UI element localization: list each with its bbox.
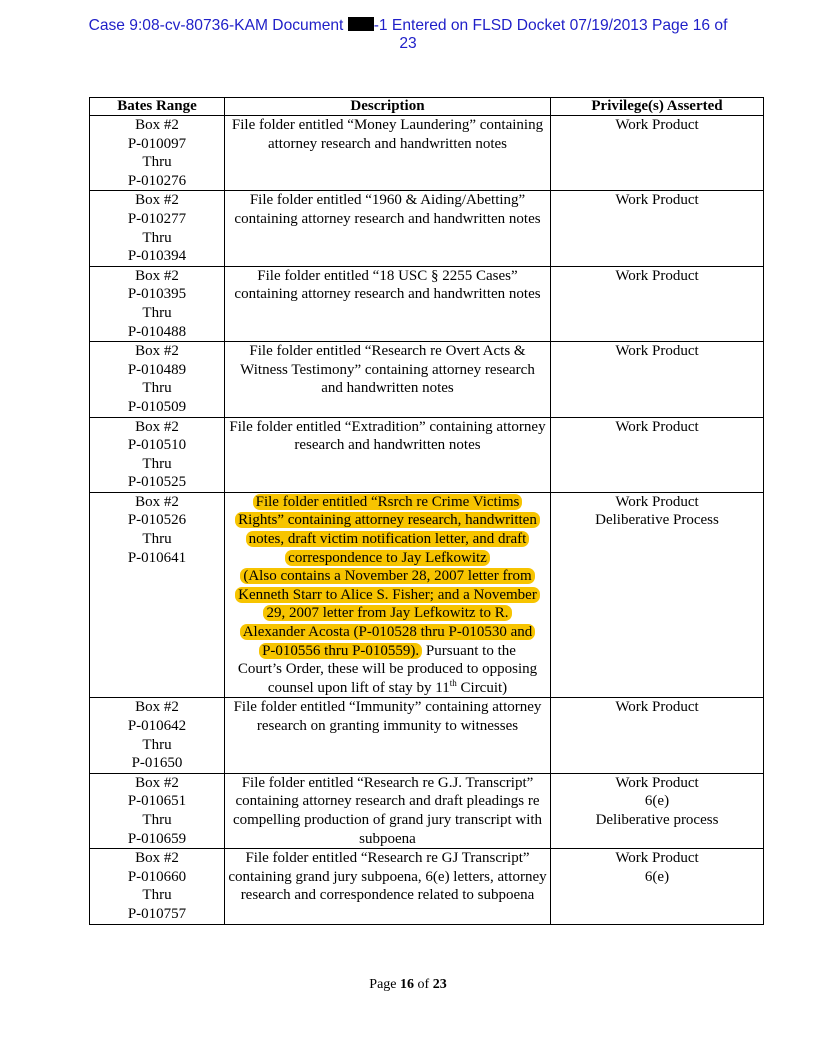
description-cell: File folder entitled “Immunity” containing attorney research on granting immunity to witnesses: [225, 698, 551, 773]
privilege-cell: Work Product: [551, 191, 764, 266]
privilege-cell: Work Product: [551, 266, 764, 341]
highlighted-text: Rights” containing attorney research, handwritten: [235, 512, 540, 528]
bates-range-cell: Box #2 P-010642 Thru P-01650: [90, 698, 225, 773]
description-cell: File folder entitled “Rsrch re Crime Victims Rights” containing attorney research, handwritten notes, draft victim notification letter, and draft correspondence to Jay Lefkowitz (Also contains a November 28, 2007 letter from Kenneth Starr to Alice S. Fisher; and a November 29, 2007 letter from Jay Lefkowitz to R. Alexander Acosta (P-010528 thru P-010530 and P-010556 thru P-010559). Pursuant to the Court’s Order, these will be produced to opposing counsel upon lift of stay by 11th Circuit): [225, 492, 551, 698]
privilege-cell: Work Product: [551, 698, 764, 773]
description-cell: File folder entitled “1960 & Aiding/Abetting” containing attorney research and handwritten notes: [225, 191, 551, 266]
table-row: [90, 773, 764, 848]
docket-header-line1: Case 9:08-cv-80736-KAM Document -1 Entered on FLSD Docket 07/19/2013 Page 16 of: [88, 17, 728, 34]
page-total: 23: [432, 977, 447, 992]
description-cell: File folder entitled “Extradition” containing attorney research and handwritten notes: [225, 417, 551, 492]
column-header-description: Description: [225, 98, 551, 116]
description-cell: File folder entitled “18 USC § 2255 Cases” containing attorney research and handwritten notes: [225, 266, 551, 341]
privilege-cell: Work Product 6(e) Deliberative process: [551, 773, 764, 848]
description-cell: File folder entitled “Research re GJ Transcript” containing grand jury subpoena, 6(e) letters, attorney research and correspondence related to subpoena: [225, 849, 551, 924]
highlighted-text: Alexander Acosta (P-010528 thru P-010530 and: [240, 624, 536, 640]
privilege-cell: Work Product 6(e): [551, 849, 764, 924]
privilege-cell: Work Product Deliberative Process: [551, 492, 764, 698]
bates-range-cell: Box #2 P-010651 Thru P-010659: [90, 773, 225, 848]
bates-range-cell: Box #2 P-010097 Thru P-010276: [90, 116, 225, 191]
description-cell: File folder entitled “Research re Overt Acts & Witness Testimony” containing attorney research and handwritten notes: [225, 342, 551, 417]
table-row: [90, 698, 764, 773]
highlighted-text: P-010556 thru P-010559).: [259, 643, 422, 659]
table-row: [90, 342, 764, 417]
column-header-privileges: Privilege(s) Asserted: [551, 98, 764, 116]
table-row: [90, 191, 764, 266]
highlighted-text: File folder entitled “Rsrch re Crime Victims: [253, 494, 523, 510]
bates-range-cell: Box #2 P-010660 Thru P-010757: [90, 849, 225, 924]
table-header-row: [90, 98, 764, 116]
docket-header-line2: 23: [399, 35, 417, 52]
table-row: [90, 266, 764, 341]
description-cell: File folder entitled “Research re G.J. Transcript” containing attorney research and draft pleadings re compelling production of grand jury transcript with subpoena: [225, 773, 551, 848]
table-row-highlighted: [90, 492, 764, 698]
privilege-log-table: [89, 97, 764, 925]
highlighted-text: notes, draft victim notification letter, and draft: [246, 531, 530, 547]
bates-range-cell: Box #2 P-010489 Thru P-010509: [90, 342, 225, 417]
table-row: [90, 417, 764, 492]
page-number: 16: [400, 977, 415, 992]
bates-range-cell: Box #2 P-010395 Thru P-010488: [90, 266, 225, 341]
bates-range-cell: Box #2 P-010526 Thru P-010641: [90, 492, 225, 698]
highlighted-text: correspondence to Jay Lefkowitz: [285, 550, 490, 566]
privilege-cell: Work Product: [551, 417, 764, 492]
page-footer: Page 16 of 23: [369, 977, 447, 992]
description-cell: File folder entitled “Money Laundering” containing attorney research and handwritten notes: [225, 116, 551, 191]
privilege-cell: Work Product: [551, 116, 764, 191]
redaction-box: [348, 17, 374, 31]
highlighted-text: Kenneth Starr to Alice S. Fisher; and a November: [235, 587, 540, 603]
table-row: [90, 849, 764, 924]
privilege-cell: Work Product: [551, 342, 764, 417]
column-header-bates-range: Bates Range: [90, 98, 225, 116]
highlighted-text: (Also contains a November 28, 2007 letter from: [240, 568, 534, 584]
bates-range-cell: Box #2 P-010510 Thru P-010525: [90, 417, 225, 492]
table-row: [90, 116, 764, 191]
docket-header: [40, 17, 776, 53]
bates-range-cell: Box #2 P-010277 Thru P-010394: [90, 191, 225, 266]
highlighted-text: 29, 2007 letter from Jay Lefkowitz to R.: [263, 605, 511, 621]
